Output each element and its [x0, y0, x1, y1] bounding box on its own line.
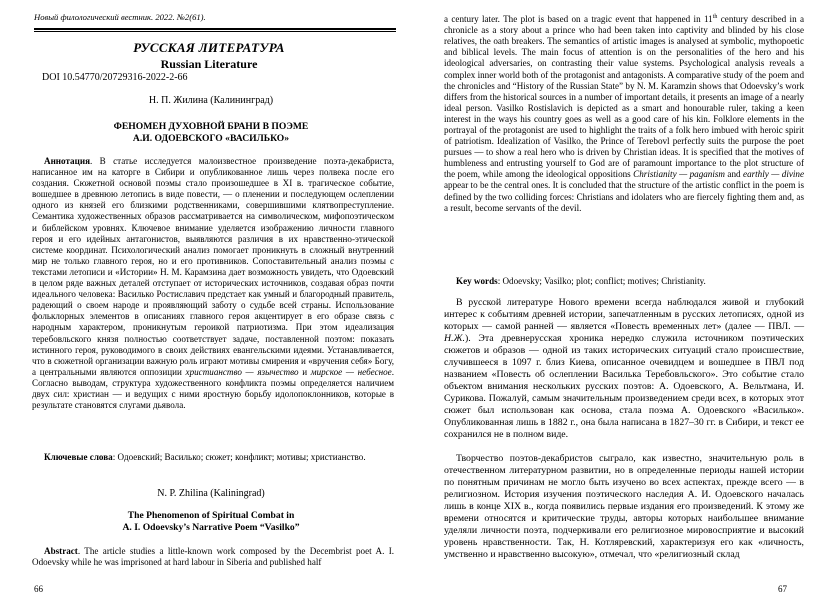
body-p1-initials: Н.Ж.	[444, 333, 465, 344]
abstract-en-label: Abstract	[44, 546, 78, 556]
abstract-ru-opposition-1: христианство — язычество	[185, 366, 299, 377]
page-number-right: 67	[778, 584, 787, 594]
header-rule	[34, 28, 396, 30]
article-title-ru-line2: А.И. ОДОЕВСКОГО «ВАСИЛЬКО»	[132, 133, 290, 144]
keywords-en-label: Key words	[456, 276, 498, 286]
article-title-en-line1: The Phenomenon of Spiritual Combat in	[127, 510, 295, 521]
section-title-ru: РУССКАЯ ЛИТЕРАТУРА	[133, 40, 285, 55]
article-title-ru	[30, 121, 392, 145]
abstract-en-text-start: . The article studies a little-known work composed by the Decembrist poet A. I. Odoevsky while he was imprisoned at hard labour in Siberia and published half	[32, 546, 394, 568]
body-p1-a: В русской литературе Нового времени всегда наблюдался живой и глубокий интерес к событиям древней истории, запечатленным в русских летописях, одной из которых — самой ранней — является «Повесть временных лет» (далее — ПВЛ. —	[444, 297, 804, 332]
abstract-en-opposition-1: Christianity — paganism	[633, 169, 725, 180]
abstract-ru-text-2: . Согласно выводам, структура художественного конфликта поэмы определяется наличием двух сил: христиан — и ведущих с ними яростную борьбу идолопоклонников, которые в результате становятся слугами дьявола.	[32, 366, 394, 411]
abstract-ru-opposition-2: мирское — небесное	[310, 366, 392, 377]
abstract-ru-and: и	[298, 366, 311, 377]
doi: DOI 10.54770/20729316-2022-2-66	[42, 72, 188, 83]
abstract-en-cont-b: century described in a chronicle as a story about a prince who had been taken into captivity and blinded by his close relatives, the oath breakers. The semantics of artistic images is analysed at symbolic, mythopoetic and biblical levels. The main focus of attention is on the personalities of the hero and his ideological adversaries, on contrasting their value systems. Psychological analysis reveals a complex inner world both of the protagonist and antagonists. A comparative study of the poem and the chronicles and “History of the Russian State” by N. M. Karamzin shows that Odoevsky’s work differs from the historical sources in a number of important details, it presents an image of a nearly ideal person. Vasilko Rostislavich is depicted as a smart and honourable ruler, taking a keen interest in the ways his country goes as well as a good care of his kin. Folklore elements in the portrayal of the protagonist are used to highlight the traits of a folk hero imbued with heroic spirit of patriotism. Idealization of Vasilko, the Prince of Terebovl perfectly suits the purpose the poet pursues — to show a real hero who is driven by Christian ideas. It is specified that the motives of humbleness and entrusting yourself to God are of paramount importance to the plot structure of the poem, while among the ideological oppositions	[444, 14, 804, 180]
keywords-en	[444, 276, 804, 287]
abstract-en-cont-a: a century later. The plot is based on a tragic event that happened in 11	[444, 14, 713, 25]
abstract-ru	[32, 156, 394, 411]
body-p1-b: ). Эта древнерусская хроника нередко служила источником поэтических сюжетов и образов — одной из таких исторических ситуаций стало происшествие, случившееся в 1097 г. близ Киева, описанное очевидцем и вошедшее в ПВЛ под названием «Повесть об ослеплении Василька Теребовльского». Это событие стало объектом внимания нескольких русских поэтов: А. Одоевского, А. Вельтмана, И. Сурикова. Пожалуй, самым значительным произведением среди всех, в которых этот сюжет был использован как основа, стала поэма А. Одоевского «Василько». Опубликованная лишь в 1882 г., она была написана в 1827–30 гг. в Сибири, и текст ее сохранился не в полном виде.	[444, 333, 804, 440]
abstract-en-and: and	[724, 169, 744, 180]
header-rule-thin	[34, 31, 396, 32]
article-title-en-line2: A. I. Odoevsky’s Narrative Poem “Vasilko”	[122, 522, 300, 533]
keywords-ru-label: Ключевые слова	[44, 452, 113, 462]
keywords-ru-text: : Одоевский; Василько; сюжет; конфликт; мотивы; христианство.	[112, 452, 366, 462]
running-header: Новый филологический вестник. 2022. №2(61).	[34, 12, 206, 22]
page-number-left: 66	[34, 584, 43, 594]
body-paragraph-2: Творчество поэтов-декабристов сыграло, как известно, значительную роль в отечественном литературном развитии, но в определенные периоды нашей истории по понятным причинам не могло быть изучено во всех аспектах, прежде всего — в религиозном. История изучения поэтического наследия А. И. Одоевского началась лишь в конце XIX в., когда появились первые издания его произведений. К этому же времени относятся и критические труды, авторы которых наибольшее внимание уделяли личности поэта, подчеркивали его религиозное мировосприятие и высокий уровень нравственности. Так, Н. Котляревский, характеризуя его как «личность, умственно и нравственно высокую», отмечал, что «религиозный склад	[444, 453, 804, 560]
abstract-en-continued	[444, 12, 804, 214]
abstract-ru-text-1: . В статье исследуется малоизвестное произведение поэта-декабриста, написанное им на каторге в Сибири и опубликованное лишь через полвека после его создания. Сюжетной основой поэмы стало произошедшее в XI в. трагическое событие, вошедшее в древнюю летопись в виде повести, — о пленении и последующем ослеплении одного из князей его близкими родственниками, совершившими клятвопреступление. Семантика художественных образов рассматривается на символическом, мифопоэтическом и библейском уровнях. Ключевое внимание уделяется изображению личности главного героя и его идейных антагонистов, выявляются различия в их нравственно-этической системе координат. Психологический анализ помогает проникнуть в сложный внутренний мир не только главного героя, но и его противников. Сопоставительный анализ поэмы с текстами летописи и «Истории» Н. М. Карамзина дает возможность увидеть, что Одоевский в целом ряде важных деталей отступает от исторических источников, создавая образ почти идеального человека: Василько Ростиславич предстает как умный и благородный правитель, радеющий о своем народе и проявляющий заботу о судьбе всей страны. Использование фольклорных элементов в описаниях главного героя акцентирует в его образе связь с народным характером, проникнутым героикой патриотизма. При этом идеализация теребовльского князя полностью соответствует задаче, поставленной поэтом: показать истинного героя, руководимого в своих действиях евангельскими идеями. Устанавливается, что в сюжетной организации важную роль играют мотивы смирения и «вручения себя» Богу, а центральными являются оппозиции	[32, 156, 394, 377]
section-title-en: Russian Literature	[160, 57, 258, 71]
abstract-ru-label: Аннотация	[44, 156, 90, 166]
keywords-ru	[32, 452, 394, 463]
body-paragraph-1	[444, 297, 804, 441]
abstract-en-text-end: appear to be the central ones. It is concluded that the structure of the artistic conflict in the poem is defined by the two colliding forces: Christians and idolaters who are fiercely fighting them and, as a result, become servants of the devil.	[444, 180, 804, 213]
abstract-en-opposition-2: earthly — divine	[743, 169, 804, 180]
article-title-ru-line1: ФЕНОМЕН ДУХОВНОЙ БРАНИ В ПОЭМЕ	[113, 121, 309, 132]
article-title-en	[30, 510, 392, 534]
author-ru: Н. П. Жилина (Калининград)	[148, 95, 274, 106]
abstract-en-sup: th	[712, 14, 718, 20]
keywords-en-text: : Odoevsky; Vasilko; plot; conflict; motives; Christianity.	[497, 276, 706, 286]
author-en: N. P. Zhilina (Kaliningrad)	[157, 488, 265, 499]
right-page	[410, 0, 820, 609]
abstract-en-start	[32, 546, 394, 568]
